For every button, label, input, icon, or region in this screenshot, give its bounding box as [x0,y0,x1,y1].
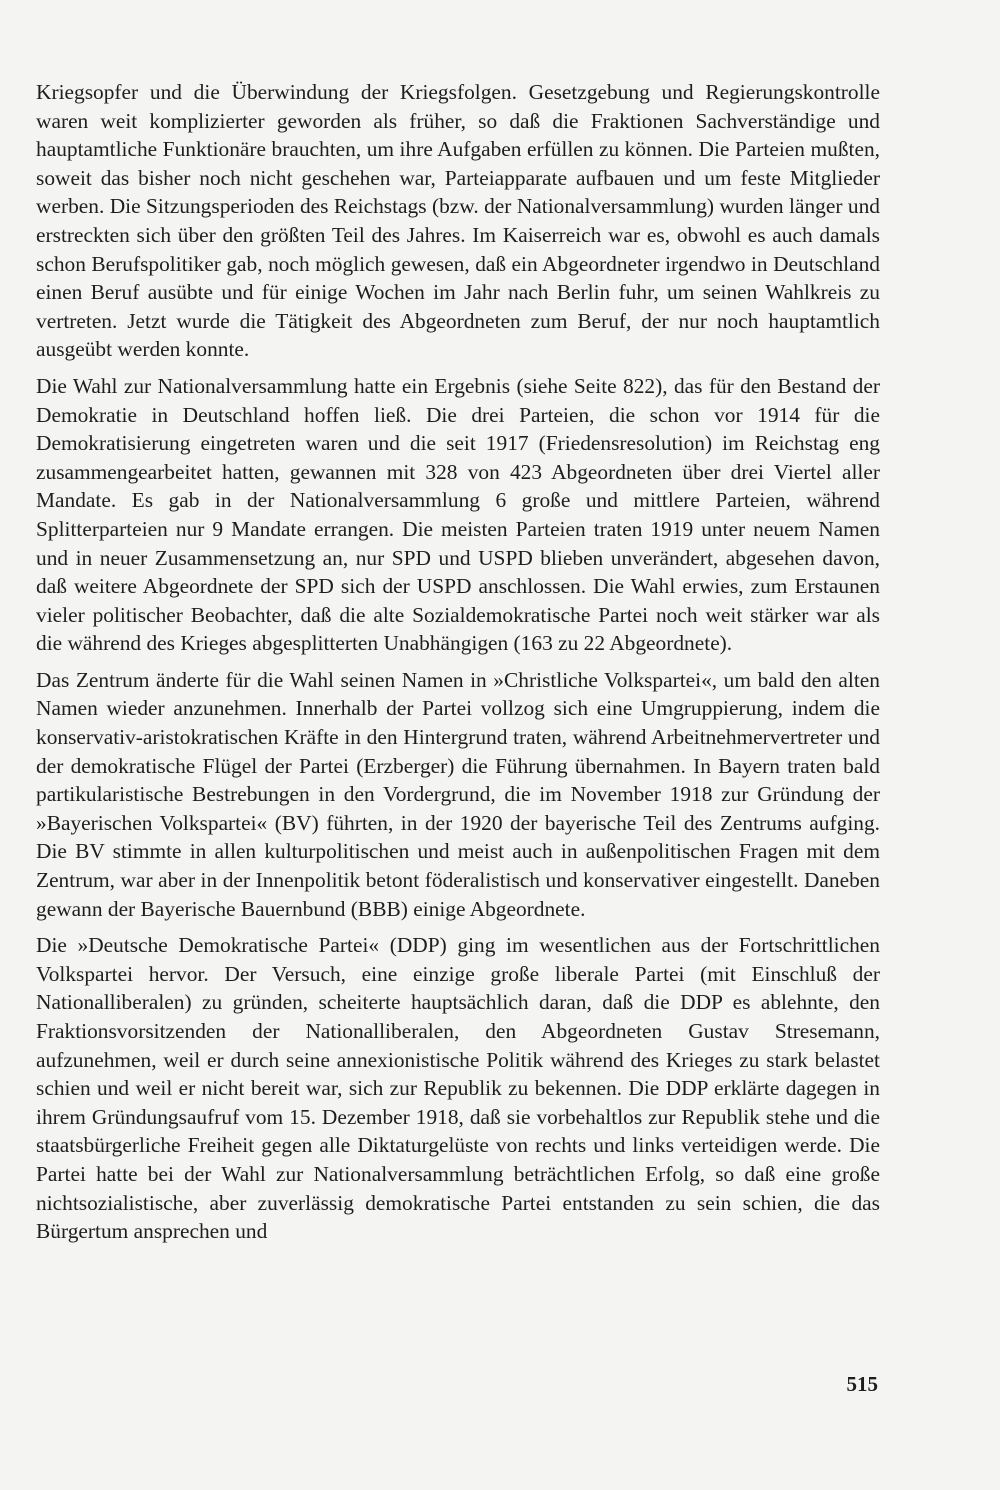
paragraph-3: Das Zentrum änderte für die Wahl seinen Namen in »Christliche Volkspartei«, um bald den alten Namen wieder anzunehmen. Innerhalb der Partei vollzog sich eine Umgruppierung, indem die konservativ-aristokratischen Kräfte in den Hintergrund traten, während Arbeitnehmervertreter und der demokratische Flügel der Partei (Erzberger) die Führung übernahmen. In Bayern traten bald partikularistische Bestrebungen in den Vordergrund, die im November 1918 zur Gründung der »Bayerischen Volkspartei« (BV) führten, in der 1920 der bayerische Teil des Zentrums aufging. Die BV stimmte in allen kulturpolitischen und meist auch in außenpolitischen Fragen mit dem Zentrum, war aber in der Innenpolitik betont föderalistisch und konservativer eingestellt. Daneben gewann der Bayerische Bauernbund (BBB) einige Abgeordnete. [36,667,880,921]
paragraph-4: Die »Deutsche Demokratische Partei« (DDP) ging im wesentlichen aus der Fortschrittlichen Volkspartei hervor. Der Versuch, eine einzige große liberale Partei (mit Einschluß der Nationalliberalen) zu gründen, scheiterte hauptsächlich daran, daß die DDP es ablehnte, den Fraktionsvorsitzenden der Nationalliberalen, den Abgeordneten Gustav Stresemann, aufzunehmen, weil er durch seine annexionistische Politik während des Krieges zu stark belastet schien und weil er nicht bereit war, sich zur Republik zu bekennen. Die DDP erklärte dagegen in ihrem Gründungsaufruf vom 15. Dezember 1918, daß sie vorbehaltlos zur Republik stehe und die staatsbürgerliche Freiheit gegen alle Diktaturgelüste von rechts und links verteidigen werde. Die Partei hatte bei der Wahl zur Nationalversammlung beträchtlichen Erfolg, so daß eine große nichtsozialistische, aber zuverlässig demokratische Partei entstanden zu sein schien, die das Bürgertum ansprechen und [36,933,880,1244]
page-body [36,78,880,1254]
paragraph-1: Kriegsopfer und die Überwindung der Kriegsfolgen. Gesetzgebung und Regierungskontrolle waren weit komplizierter geworden als früher, so daß die Fraktionen Sachverständige und hauptamtliche Funktionäre brauchten, um ihre Aufgaben erfüllen zu können. Die Parteien mußten, soweit das bisher noch nicht geschehen war, Parteiapparate aufbauen und um feste Mitglieder werben. Die Sitzungsperioden des Reichstags (bzw. der Nationalversammlung) wurden länger und erstreckten sich über den größten Teil des Jahres. Im Kaiserreich war es, obwohl es auch damals schon Berufspolitiker gab, noch möglich gewesen, daß ein Abgeordneter irgendwo in Deutschland einen Beruf ausübte und für einige Wochen im Jahr nach Berlin fuhr, um seinen Wahlkreis zu vertreten. Jetzt wurde die Tätigkeit des Abgeordneten zum Beruf, der nur noch hauptamtlich ausgeübt werden konnte. [36,80,880,362]
paragraph-2: Die Wahl zur Nationalversammlung hatte ein Ergebnis (siehe Seite 822), das für den Bestand der Demokratie in Deutschland hoffen ließ. Die drei Parteien, die schon vor 1914 für die Demokratisierung eingetreten waren und die seit 1917 (Friedensresolution) im Reichstag eng zusammengearbeitet hatten, gewannen mit 328 von 423 Abgeordneten über drei Viertel aller Mandate. Es gab in der Nationalversammlung 6 große und mittlere Parteien, während Splitterparteien nur 9 Mandate errangen. Die meisten Parteien traten 1919 unter neuem Namen und in neuer Zusammensetzung an, nur SPD und USPD blieben unverändert, abgesehen davon, daß weitere Abgeordnete der SPD sich der USPD anschlossen. Die Wahl erwies, zum Erstaunen vieler politischer Beobachter, daß die alte Sozialdemokratische Partei noch weit stärker war als die während des Krieges abgesplitterten Unabhängigen (163 zu 22 Abgeordnete). [36,373,880,656]
page-number: 515 [846,1372,878,1396]
